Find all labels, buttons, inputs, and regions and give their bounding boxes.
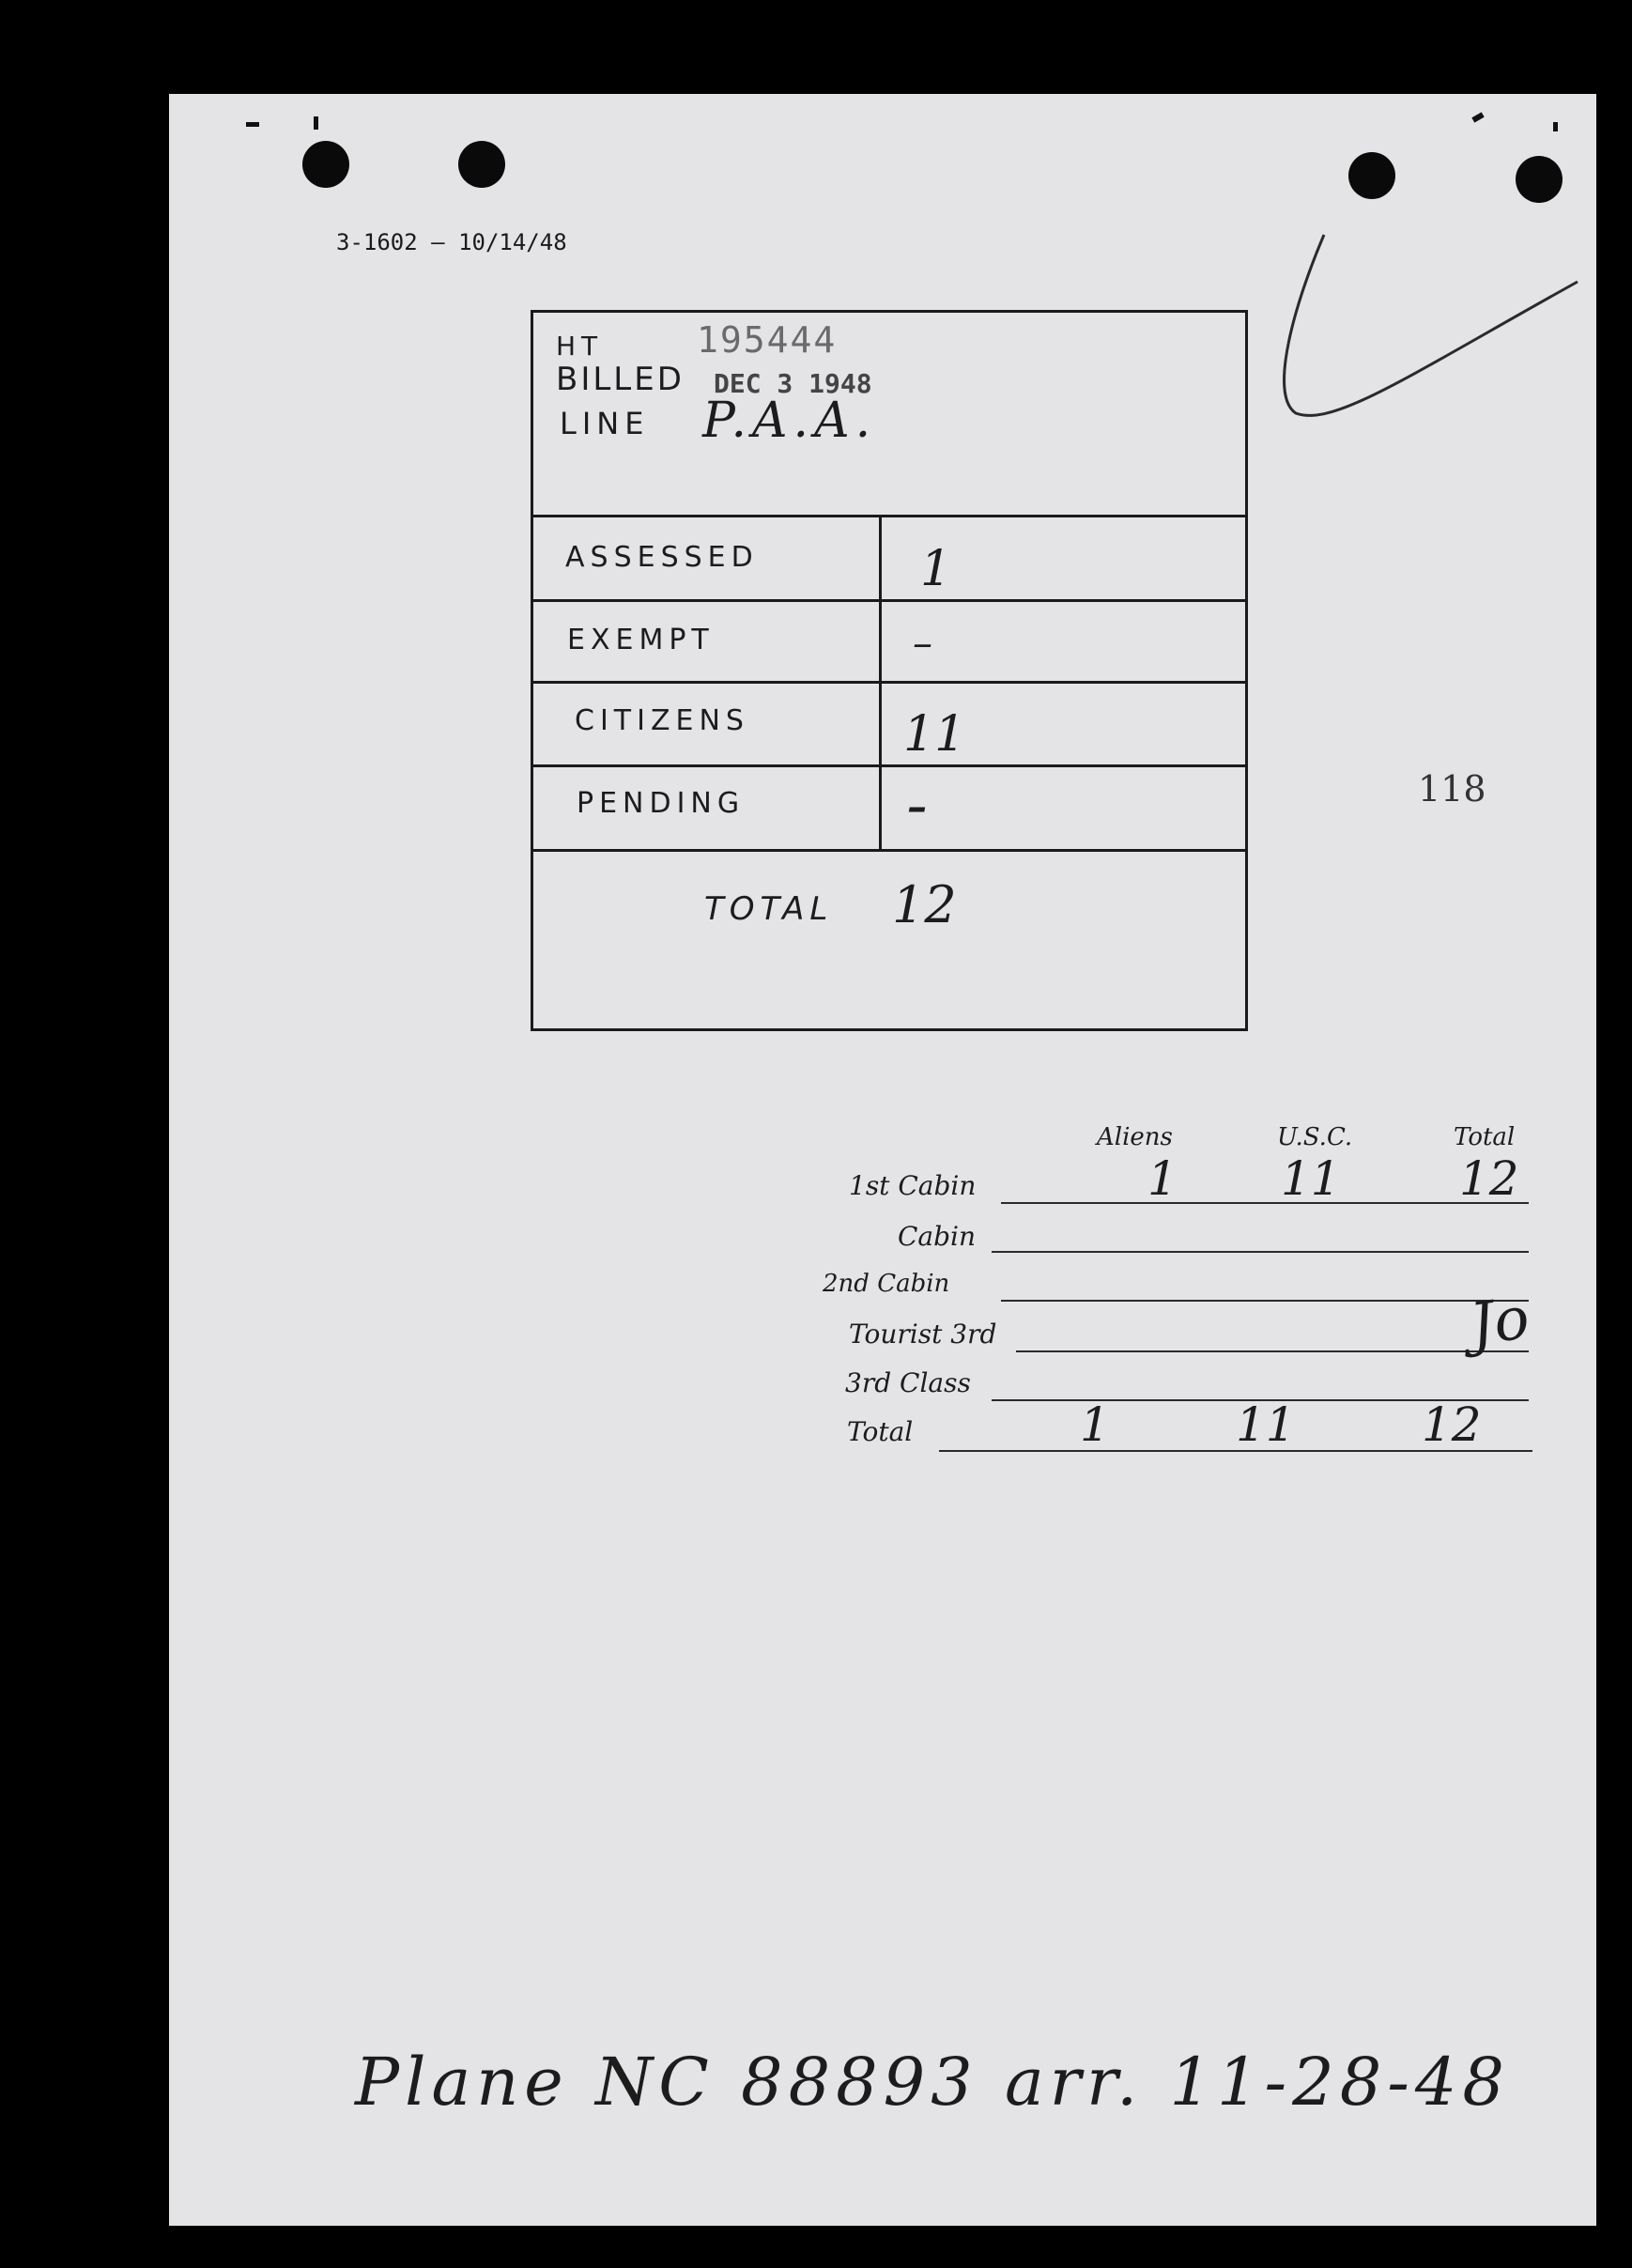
row-rule	[1001, 1300, 1529, 1302]
status-value-assessed: 1	[920, 541, 952, 597]
pencil-check-mark	[1268, 216, 1587, 432]
line-value: P.A.A.	[702, 393, 877, 449]
billed-label: BILLED	[556, 361, 685, 398]
file-reference	[336, 229, 567, 255]
dash-separator: —	[431, 229, 459, 255]
status-value-exempt: –	[913, 620, 932, 666]
staple-mark	[246, 122, 259, 127]
row-label-3rd-class: 3rd Class	[845, 1367, 971, 1398]
ht-label: HT	[556, 331, 604, 362]
status-label-pending: PENDING	[577, 787, 746, 820]
box-divider	[531, 764, 1245, 767]
status-value-pending: –	[907, 783, 927, 829]
row-label-tourist-3rd: Tourist 3rd	[849, 1319, 997, 1350]
row-rule	[992, 1251, 1529, 1253]
column-header-aliens: Aliens	[1097, 1123, 1173, 1151]
box-divider	[531, 849, 1245, 852]
staple-mark	[1553, 122, 1558, 131]
file-ref-date: 10/14/48	[458, 229, 567, 255]
status-value-citizens: 11	[903, 706, 966, 763]
row-1st-cabin-aliens: 1	[1147, 1151, 1178, 1206]
row-label-total: Total	[847, 1416, 914, 1447]
punch-hole-right-1	[1348, 152, 1395, 199]
row-label-1st-cabin: 1st Cabin	[849, 1170, 977, 1201]
punch-hole-left-2	[458, 141, 505, 188]
box-divider	[531, 681, 1245, 684]
status-label-citizens: CITIZENS	[575, 704, 749, 737]
file-ref-number: 3-1602	[336, 229, 418, 255]
row-total-usc: 11	[1236, 1397, 1296, 1452]
row-rule	[1016, 1350, 1529, 1352]
status-label-assessed: ASSESSED	[565, 541, 759, 574]
row-rule	[1001, 1202, 1529, 1204]
ht-number: 195444	[697, 319, 838, 361]
punch-hole-right-2	[1516, 156, 1563, 203]
status-total-value: 12	[892, 875, 957, 934]
row-1st-cabin-usc: 11	[1281, 1151, 1341, 1206]
initials: Jo	[1466, 1283, 1533, 1359]
footer-note: Plane NC 88893 arr. 11-28-48	[355, 2044, 1510, 2121]
box-divider	[531, 515, 1245, 517]
punch-hole-left-1	[302, 141, 349, 188]
status-label-exempt: EXEMPT	[567, 624, 715, 656]
box-divider	[531, 599, 1245, 602]
billed-date: DEC 3 1948	[714, 368, 872, 399]
staple-mark	[314, 116, 318, 130]
row-total-aliens: 1	[1080, 1397, 1110, 1452]
line-label: LINE	[560, 406, 650, 441]
column-header-usc: U.S.C.	[1277, 1123, 1353, 1151]
page-number: 118	[1418, 768, 1486, 810]
row-total-total: 12	[1422, 1397, 1482, 1452]
row-label-cabin: Cabin	[898, 1221, 977, 1252]
row-label-2nd-cabin: 2nd Cabin	[823, 1270, 950, 1298]
status-total-label: TOTAL	[704, 890, 834, 928]
row-1st-cabin-total: 12	[1459, 1151, 1519, 1206]
column-header-total: Total	[1454, 1123, 1516, 1151]
box-column-divider	[879, 515, 882, 851]
